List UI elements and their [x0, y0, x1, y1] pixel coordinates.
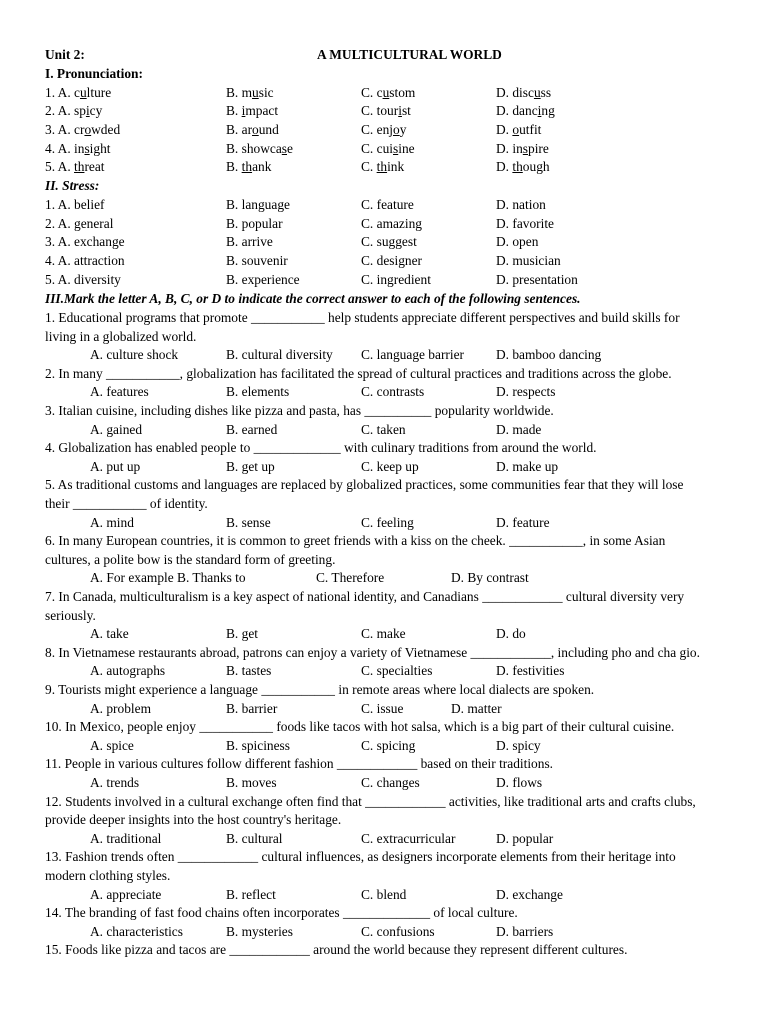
option-d: D. barriers [496, 924, 554, 939]
option-c [361, 195, 414, 214]
option-b: B. moves [226, 775, 277, 790]
option-text: B. arrive [226, 234, 273, 249]
answer-options [0, 885, 738, 904]
answer-options [0, 699, 738, 718]
option-c: C. extracurricular [361, 831, 456, 846]
question-text: 1. Educational programs that promote ___________ help students appreciate different perspectives and build skills for [45, 310, 680, 325]
option-c: C. Therefore [316, 570, 385, 585]
option-text: C. cui [361, 141, 393, 156]
option-a: A. mind [90, 515, 134, 530]
question-number: 5. [45, 272, 56, 287]
option-text: D. disc [496, 85, 534, 100]
option-d: D. make up [496, 459, 559, 474]
answer-options [0, 568, 738, 587]
option-b: B. get [226, 626, 258, 641]
question-number: 4. [45, 141, 56, 156]
answer-options [0, 661, 738, 680]
option-d: D. exchange [496, 887, 563, 902]
option-c: C. taken [361, 422, 406, 437]
option-text: B. popular [226, 216, 283, 231]
question-text: 6. In many European countries, it is common to greet friends with a kiss on the cheek. ___________, in some Asian [45, 533, 666, 548]
option-a [45, 232, 125, 251]
option-d [496, 270, 578, 289]
underlined-sound: s [281, 141, 288, 156]
option-b: B. reflect [226, 887, 276, 902]
option-c: C. make [361, 626, 406, 641]
option-b [226, 120, 279, 139]
question-text: 11. People in various cultures follow different fashion ____________ based on their traditions. [45, 756, 554, 771]
underlined-sound: th [74, 159, 85, 174]
option-d [496, 214, 554, 233]
option-b [226, 232, 273, 251]
answer-options [0, 922, 738, 941]
option-d [496, 139, 549, 158]
stress-heading: II. Stress: [45, 178, 100, 193]
option-a: A. spice [90, 738, 134, 753]
option-c: C. specialties [361, 663, 433, 678]
option-text: B. ar [226, 122, 253, 137]
option-text: D. favorite [496, 216, 555, 231]
question-text-continued: modern clothing styles. [45, 868, 171, 883]
option-d: D. matter [451, 701, 502, 716]
option-text: ink [387, 159, 405, 174]
option-c: C. language barrier [361, 347, 464, 362]
option-text: D. in [496, 141, 523, 156]
option-a: A. take [90, 626, 129, 641]
option-text: B. [226, 159, 242, 174]
option-text: D. [496, 159, 513, 174]
stress-row [45, 195, 738, 214]
option-text: wded [91, 122, 121, 137]
question-text-continued: their ___________ of identity. [45, 496, 208, 511]
underlined-sound: s [522, 141, 529, 156]
question-text: 9. Tourists might experience a language ___________ in remote areas where local dialects are spoken. [45, 682, 595, 697]
option-b: B. earned [226, 422, 278, 437]
pronunciation-row [45, 139, 738, 158]
underlined-sound: u [252, 85, 259, 100]
question-text: 15. Foods like pizza and tacos are ____________ around the world because they represent different cultures. [45, 942, 628, 957]
option-text: C. feature [361, 197, 414, 212]
option-text: A. exchange [57, 234, 125, 249]
answer-options [0, 829, 738, 848]
option-c [361, 120, 406, 139]
option-a [45, 139, 111, 158]
option-text: B. m [226, 85, 253, 100]
option-a [45, 120, 120, 139]
option-text: st [401, 103, 411, 118]
pronunciation-row [45, 157, 738, 176]
option-d: D. By contrast [451, 570, 529, 585]
option-b [226, 101, 278, 120]
option-b: B. barrier [226, 701, 278, 716]
option-b [226, 139, 293, 158]
option-c [361, 83, 415, 102]
option-text: C. suggest [361, 234, 417, 249]
answer-options [0, 382, 738, 401]
option-d [496, 195, 546, 214]
option-c: C. spicing [361, 738, 416, 753]
option-text: B. [226, 103, 242, 118]
question-text: 8. In Vietnamese restaurants abroad, patrons can enjoy a variety of Vietnamese ____________, including pho and cha gio. [45, 645, 700, 660]
question-text: 5. As traditional customs and languages are replaced by globalized practices, some communities fear that they will lose [45, 477, 684, 492]
option-a: A. traditional [90, 831, 162, 846]
option-a [45, 195, 105, 214]
option-d [496, 120, 541, 139]
underlined-sound: u [79, 85, 87, 100]
option-text: C. tour [361, 103, 399, 118]
question-number: 3. [45, 234, 56, 249]
underlined-sound: s [84, 141, 90, 156]
option-text: ight [89, 141, 111, 156]
header-row [45, 45, 738, 64]
option-c [361, 101, 411, 120]
option-c [361, 251, 422, 270]
option-c [361, 270, 431, 289]
option-text: C. designer [361, 253, 422, 268]
underlined-sound: i [241, 103, 246, 118]
question-text-continued: living in a globalized world. [45, 329, 197, 344]
option-a: A. put up [90, 459, 141, 474]
question-text: 7. In Canada, multiculturalism is a key aspect of national identity, and Canadians ____________ cultural diversity very [45, 589, 685, 604]
option-text: und [258, 122, 279, 137]
option-a: A. gained [90, 422, 143, 437]
underlined-sound: o [393, 122, 400, 137]
option-b: B. tastes [226, 663, 272, 678]
option-text: y [399, 122, 407, 137]
underlined-sound: th [376, 159, 388, 174]
answer-options [0, 457, 738, 476]
option-c: C. keep up [361, 459, 419, 474]
option-b [226, 195, 290, 214]
option-text: C. enj [361, 122, 393, 137]
option-text: B. experience [226, 272, 300, 287]
option-d: D. bamboo dancing [496, 347, 602, 362]
option-a: A. features [90, 384, 149, 399]
option-c: C. issue [361, 701, 404, 716]
question-text-continued: seriously. [45, 608, 96, 623]
stress-row [45, 251, 738, 270]
option-c [361, 139, 415, 158]
option-d: D. popular [496, 831, 554, 846]
question-text: 3. Italian cuisine, including dishes like pizza and pasta, has __________ popularity worldwide. [45, 403, 554, 418]
pronunciation-row [45, 120, 738, 139]
option-text: A. [57, 159, 75, 174]
option-d: D. flows [496, 775, 543, 790]
option-a: A. characteristics [90, 924, 183, 939]
option-a [45, 214, 113, 233]
option-text: e [287, 141, 293, 156]
option-text: B. language [226, 197, 290, 212]
option-b [226, 270, 300, 289]
option-b: B. spiciness [226, 738, 290, 753]
option-a [45, 101, 102, 120]
option-text: sic [258, 85, 274, 100]
option-text: C. c [361, 85, 383, 100]
stress-row [45, 270, 738, 289]
question-number: 2. [45, 216, 56, 231]
option-text: utfit [519, 122, 542, 137]
option-text: A. diversity [57, 272, 121, 287]
option-text: A. belief [57, 197, 105, 212]
option-a: A. autographs [90, 663, 166, 678]
section3-heading: III.Mark the letter A, B, C, or D to indicate the correct answer to each of the following sentences. [45, 291, 581, 306]
option-a: A. trends [90, 775, 140, 790]
page-title: A MULTICULTURAL WORLD [317, 47, 502, 62]
option-d: D. spicy [496, 738, 541, 753]
option-text: A. general [57, 216, 114, 231]
underlined-sound: o [252, 122, 259, 137]
answer-options [0, 736, 738, 755]
question-text: 2. In many ___________, globalization has facilitated the spread of cultural practices and traditions across the globe. [45, 366, 672, 381]
option-text: mpact [245, 103, 279, 118]
underlined-sound: o [512, 122, 520, 137]
answer-options [0, 420, 738, 439]
answer-options [0, 345, 738, 364]
option-d [496, 83, 551, 102]
option-text: D. open [496, 234, 539, 249]
option-text: D. musician [496, 253, 561, 268]
question-text: 14. The branding of fast food chains often incorporates _____________ of local culture. [45, 905, 518, 920]
unit-label: Unit 2: [45, 47, 85, 62]
option-d [496, 251, 561, 270]
underlined-sound: o [84, 122, 92, 137]
underlined-sound: i [537, 103, 542, 118]
option-c: C. feeling [361, 515, 414, 530]
question-number: 5. [45, 159, 56, 174]
option-text: D. nation [496, 197, 546, 212]
question-text: 4. Globalization has enabled people to _____________ with culinary traditions from around the world. [45, 440, 597, 455]
question-text-continued: cultures, a polite bow is the standard form of greeting. [45, 552, 336, 567]
option-text: D. [496, 122, 513, 137]
option-b: B. elements [226, 384, 290, 399]
pronunciation-row [45, 101, 738, 120]
option-text: ank [252, 159, 272, 174]
underlined-sound: i [85, 103, 90, 118]
pronunciation-row [45, 83, 738, 102]
question-number: 2. [45, 103, 56, 118]
option-b [226, 214, 283, 233]
option-text: cy [89, 103, 103, 118]
question-text-continued: provide deeper insights into the host country's heritage. [45, 812, 342, 827]
underlined-sound: u [382, 85, 390, 100]
option-a: A. appreciate [90, 887, 162, 902]
option-text: reat [84, 159, 105, 174]
option-a [45, 83, 111, 102]
option-text: ine [398, 141, 415, 156]
option-a [45, 251, 125, 270]
option-text: ss [540, 85, 552, 100]
underlined-sound: th [241, 159, 253, 174]
option-text: lture [86, 85, 112, 100]
option-text: C. amazing [361, 216, 422, 231]
option-text: D. danc [496, 103, 538, 118]
underlined-sound: u [533, 85, 541, 100]
answer-options [0, 513, 738, 532]
underlined-sound: i [398, 103, 402, 118]
option-b: B. cultural [226, 831, 283, 846]
question-number: 1. [45, 85, 56, 100]
answer-options [0, 624, 738, 643]
option-c: C. changes [361, 775, 420, 790]
question-number: 1. [45, 197, 56, 212]
question-number: 4. [45, 253, 56, 268]
option-b: B. cultural diversity [226, 347, 333, 362]
option-d [496, 232, 538, 251]
question-number: 3. [45, 122, 56, 137]
option-text: B. souvenir [226, 253, 288, 268]
underlined-sound: s [393, 141, 399, 156]
option-text: stom [389, 85, 416, 100]
option-text: A. cr [57, 122, 85, 137]
option-text: ng [541, 103, 555, 118]
option-b: B. mysteries [226, 924, 293, 939]
option-a [45, 270, 121, 289]
option-text: A. in [57, 141, 85, 156]
option-c [361, 214, 422, 233]
option-c: C. confusions [361, 924, 435, 939]
option-c [361, 232, 417, 251]
option-b [226, 157, 271, 176]
option-b [226, 83, 274, 102]
question-text: 10. In Mexico, people enjoy ___________ foods like tacos with hot salsa, which is a big part of their cultural cuisine. [45, 719, 675, 734]
pronunciation-heading: I. Pronunciation: [45, 66, 143, 81]
option-a: A. For example B. Thanks to [90, 570, 246, 585]
option-text: B. showca [226, 141, 282, 156]
option-text: ough [522, 159, 550, 174]
option-d [496, 101, 555, 120]
option-d [496, 157, 550, 176]
option-a: A. problem [90, 701, 151, 716]
option-a [45, 157, 105, 176]
option-text: C. [361, 159, 377, 174]
option-text: A. sp [57, 103, 86, 118]
stress-row [45, 214, 738, 233]
option-text: pire [528, 141, 549, 156]
option-c: C. contrasts [361, 384, 425, 399]
option-b: B. sense [226, 515, 271, 530]
underlined-sound: th [512, 159, 523, 174]
stress-row [45, 232, 738, 251]
answer-options [0, 773, 738, 792]
option-text: A. attraction [57, 253, 125, 268]
option-d: D. respects [496, 384, 556, 399]
option-d: D. feature [496, 515, 550, 530]
option-d: D. do [496, 626, 526, 641]
option-text: A. c [57, 85, 80, 100]
option-a: A. culture shock [90, 347, 179, 362]
question-text: 13. Fashion trends often ____________ cultural influences, as designers incorporate elements from their heritage into [45, 849, 676, 864]
question-text: 12. Students involved in a cultural exchange often find that ____________ activities, like traditional arts and crafts clubs, [45, 794, 696, 809]
option-b [226, 251, 288, 270]
option-text: C. ingredient [361, 272, 431, 287]
option-text: D. presentation [496, 272, 578, 287]
option-c: C. blend [361, 887, 407, 902]
option-d: D. festivities [496, 663, 565, 678]
option-c [361, 157, 404, 176]
option-d: D. made [496, 422, 542, 437]
option-b: B. get up [226, 459, 275, 474]
